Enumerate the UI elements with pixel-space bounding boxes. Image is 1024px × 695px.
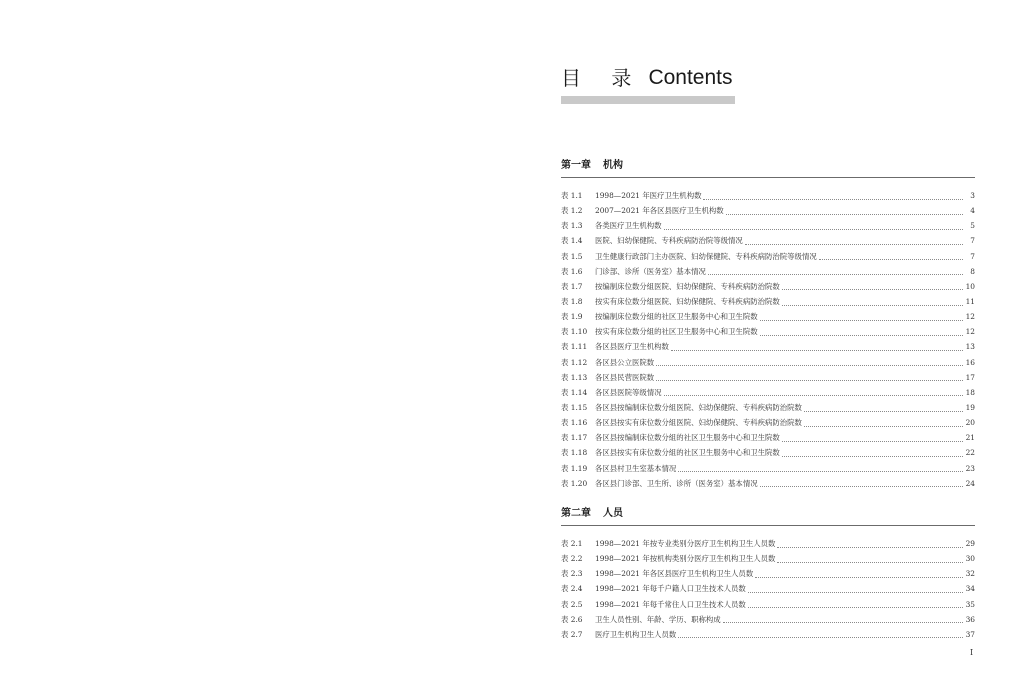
toc-entry[interactable] — [561, 581, 975, 596]
chapter-entries — [561, 188, 975, 491]
table-number: 表 2.1 — [561, 539, 583, 548]
toc-entry[interactable] — [561, 370, 975, 385]
toc-entry[interactable] — [561, 294, 975, 309]
table-number: 表 1.6 — [561, 266, 583, 276]
dot-leader — [678, 462, 963, 472]
chapter-1 — [561, 157, 975, 491]
entry-title: 1998—2021 年各区县医疗卫生机构卫生人员数 — [595, 569, 754, 579]
toc-entry[interactable] — [561, 309, 975, 324]
dot-leader — [664, 386, 963, 396]
table-number: 表 1.13 — [561, 372, 588, 382]
table-number: 表 2.4 — [561, 584, 583, 594]
table-number: 表 2.2 — [561, 554, 583, 564]
toc-entry[interactable] — [561, 445, 975, 460]
entry-title: 2007—2021 年各区县医疗卫生机构数 — [595, 206, 724, 216]
toc-entry[interactable] — [561, 203, 975, 218]
toc-entry[interactable] — [561, 218, 975, 233]
entry-page-number: 5 — [970, 221, 975, 231]
entry-title: 各区县按编制床位数分組医院、妇幼保健院、专科疾病防治院数 — [595, 402, 802, 412]
table-number: 表 1.7 — [561, 281, 583, 291]
entry-page-number: 12 — [965, 312, 975, 322]
toc-title — [561, 62, 735, 104]
dot-leader — [777, 538, 963, 548]
dot-leader — [748, 598, 963, 608]
table-number: 表 1.1 — [561, 191, 583, 200]
entry-title: 各类医疗卫生机构数 — [595, 221, 662, 231]
entry-page-number: 8 — [970, 266, 975, 276]
entry-page-number: 7 — [970, 236, 975, 246]
toc-entry[interactable] — [561, 461, 975, 476]
toc-entry[interactable] — [561, 476, 975, 491]
dot-leader — [671, 341, 963, 351]
dot-leader — [723, 613, 963, 623]
dot-leader — [703, 190, 963, 200]
chapter-number: 第一章 — [561, 160, 591, 171]
entry-title: 卫生人员性别、年龄、学历、职称构成 — [595, 614, 721, 624]
toc-entry[interactable] — [561, 264, 975, 279]
entry-page-number: 32 — [965, 569, 975, 579]
entry-title: 按实有床位数分組的社区卫生服务中心和卫生院数 — [595, 327, 758, 337]
toc-entry[interactable] — [561, 551, 975, 566]
page-number: I — [970, 648, 974, 657]
entry-page-number: 37 — [965, 629, 975, 639]
table-number: 表 2.5 — [561, 599, 583, 609]
dot-leader — [755, 568, 963, 578]
entry-page-number: 18 — [965, 387, 975, 397]
entry-page-number: 24 — [965, 478, 975, 488]
dot-leader — [760, 326, 963, 336]
entry-page-number: 17 — [965, 372, 975, 382]
toc-entry[interactable] — [561, 188, 975, 203]
chapter-heading — [561, 157, 975, 178]
dot-leader — [760, 311, 963, 321]
table-number: 表 1.4 — [561, 236, 583, 246]
table-number: 表 1.8 — [561, 296, 583, 306]
dot-leader — [804, 402, 963, 412]
table-number: 表 1.5 — [561, 251, 583, 261]
toc-entry[interactable] — [561, 324, 975, 339]
dot-leader — [656, 356, 963, 366]
entry-page-number: 13 — [965, 342, 975, 352]
entry-page-number: 35 — [965, 599, 975, 609]
entry-page-number: 3 — [970, 191, 975, 200]
dot-leader — [745, 235, 963, 245]
entry-title: 各区县按实有床位数分組的社区卫生服务中心和卫生院数 — [595, 448, 780, 458]
toc-entry[interactable] — [561, 415, 975, 430]
entry-title: 1998—2021 年医疗卫生机构数 — [595, 191, 702, 200]
entry-title: 医疗卫生机构卫生人员数 — [595, 629, 677, 639]
toc-title-chinese: 目 录 — [561, 66, 644, 90]
chapter-number: 第二章 — [561, 508, 591, 519]
dot-leader — [678, 628, 963, 638]
entry-page-number: 10 — [965, 281, 975, 291]
entry-title: 各区县民营医院数 — [595, 372, 655, 382]
table-number: 表 2.7 — [561, 629, 583, 639]
entry-title: 各区县门诊部、卫生所、诊所（医务室）基本情况 — [595, 478, 758, 488]
entry-page-number: 20 — [965, 418, 975, 428]
toc-entry[interactable] — [561, 566, 975, 581]
table-number: 表 1.16 — [561, 418, 588, 428]
entry-title: 1998—2021 年按机构类别分医疗卫生机构卫生人员数 — [595, 554, 776, 564]
table-number: 表 1.11 — [561, 342, 588, 352]
entry-page-number: 29 — [965, 539, 975, 548]
toc-title-english: Contents — [648, 66, 733, 89]
chapter-2 — [561, 505, 975, 642]
entry-page-number: 30 — [965, 554, 975, 564]
dot-leader — [782, 432, 963, 442]
entry-title: 门诊部、诊所（医务室）基本情况 — [595, 266, 706, 276]
entry-title: 按编制床位数分組医院、妇幼保健院、专科疾病防治院数 — [595, 281, 780, 291]
toc-entry[interactable] — [561, 233, 975, 248]
toc-entry[interactable] — [561, 627, 975, 642]
entry-title: 各区县按实有床位数分組医院、妇幼保健院、专科疾病防治院数 — [595, 418, 802, 428]
toc-entry[interactable] — [561, 279, 975, 294]
entry-title: 按编制床位数分組的社区卫生服务中心和卫生院数 — [595, 312, 758, 322]
table-number: 表 2.6 — [561, 614, 583, 624]
entry-page-number: 16 — [965, 357, 975, 367]
table-number: 表 1.15 — [561, 402, 588, 412]
toc-entry[interactable] — [561, 536, 975, 551]
entry-page-number: 4 — [970, 206, 975, 216]
entry-page-number: 34 — [965, 584, 975, 594]
toc-entry[interactable] — [561, 612, 975, 627]
dot-leader — [804, 417, 963, 427]
chapter-name: 机构 — [603, 160, 623, 171]
table-number: 表 2.3 — [561, 569, 583, 579]
table-number: 表 1.2 — [561, 206, 583, 216]
table-number: 表 1.20 — [561, 478, 588, 488]
table-number: 表 1.12 — [561, 357, 588, 367]
entry-page-number: 21 — [965, 433, 975, 443]
chapter-heading — [561, 505, 975, 526]
toc-page — [561, 0, 975, 695]
dot-leader — [708, 265, 963, 275]
table-number: 表 1.10 — [561, 327, 588, 337]
entry-page-number: 22 — [965, 448, 975, 458]
entry-title: 1998—2021 年每千户籍人口卫生技术人员数 — [595, 584, 746, 594]
toc-entry[interactable] — [561, 355, 975, 370]
entry-title: 各区县医疗卫生机构数 — [595, 342, 669, 352]
toc-entry[interactable] — [561, 430, 975, 445]
title-underline-bar — [561, 96, 735, 104]
table-number: 表 1.18 — [561, 448, 588, 458]
table-number: 表 1.3 — [561, 221, 583, 231]
entry-page-number: 23 — [965, 463, 975, 473]
table-number: 表 1.19 — [561, 463, 588, 473]
chapter-entries — [561, 536, 975, 642]
entry-title: 1998—2021 年每千常住人口卫生技术人员数 — [595, 599, 746, 609]
entry-page-number: 7 — [970, 251, 975, 261]
chapter-name: 人员 — [603, 508, 623, 519]
toc-entry[interactable] — [561, 597, 975, 612]
table-number: 表 1.17 — [561, 433, 588, 443]
toc-entry[interactable] — [561, 400, 975, 415]
dot-leader — [748, 583, 963, 593]
dot-leader — [819, 250, 963, 260]
entry-title: 按实有床位数分組医院、妇幼保健院、专科疾病防治院数 — [595, 296, 780, 306]
entry-title: 各区县公立医院数 — [595, 357, 655, 367]
dot-leader — [664, 220, 963, 230]
dot-leader — [760, 477, 963, 487]
dot-leader — [782, 280, 963, 290]
entry-title: 各区县村卫生室基本情况 — [595, 463, 677, 473]
entry-page-number: 36 — [965, 614, 975, 624]
entry-title: 1998—2021 年按专业类别分医疗卫生机构卫生人员数 — [595, 539, 776, 548]
table-number: 表 1.14 — [561, 387, 588, 397]
toc-entry[interactable] — [561, 339, 975, 354]
dot-leader — [726, 205, 963, 215]
dot-leader — [656, 371, 963, 381]
dot-leader — [782, 447, 963, 457]
entry-title: 各区县按编制床位数分組的社区卫生服务中心和卫生院数 — [595, 433, 780, 443]
entry-title: 各区县医院等级情况 — [595, 387, 662, 397]
dot-leader — [777, 553, 963, 563]
entry-page-number: 12 — [965, 327, 975, 337]
toc-entry[interactable] — [561, 249, 975, 264]
entry-page-number: 19 — [965, 402, 975, 412]
table-number: 表 1.9 — [561, 312, 583, 322]
dot-leader — [782, 296, 963, 306]
toc-entry[interactable] — [561, 385, 975, 400]
entry-page-number: 11 — [965, 296, 975, 306]
entry-title: 卫生健康行政部门主办医院、妇幼保健院、专科疾病防治院等级情况 — [595, 251, 817, 261]
entry-title: 医院、妇幼保健院、专科疾病防治院等级情况 — [595, 236, 743, 246]
